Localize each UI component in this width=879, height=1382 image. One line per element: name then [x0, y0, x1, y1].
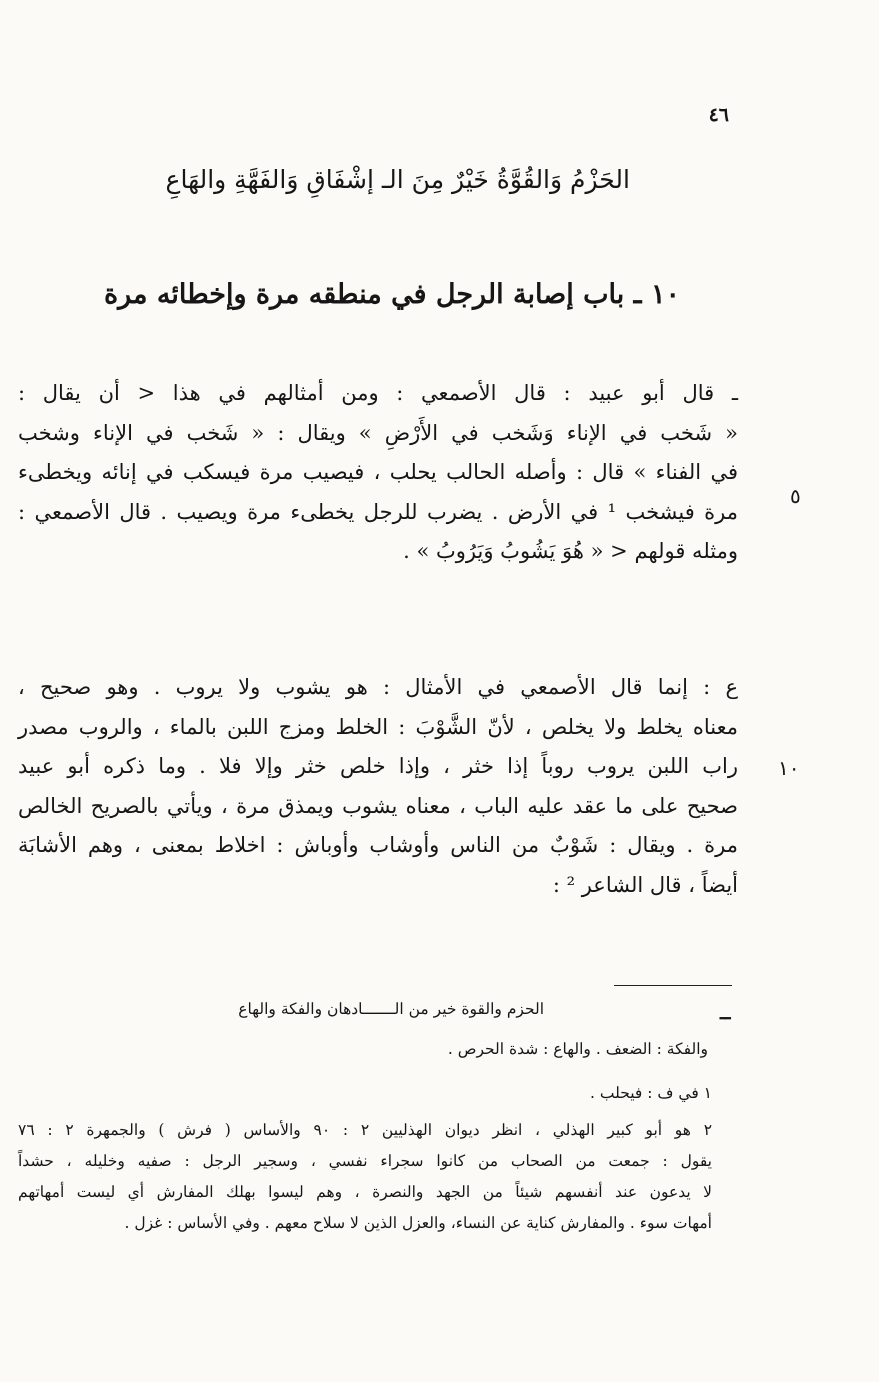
paragraph-line: « شَخب في الإناء وَشَخب في الأَرْضِ » ويقال : « شَخب في الإناء وشخب — [18, 420, 738, 445]
paragraph-line: معناه يخلط ولا يخلص ، لأنّ الشَّوْبَ : الخلط ومزج اللبن بالماء ، والروب مصدر — [18, 714, 738, 739]
footnote-1: ١ في ف : فيحلب . — [590, 1084, 712, 1102]
chapter-title: ١٠ ـ باب إصابة الرجل في منطقه مرة وإخطائه مرة — [103, 279, 680, 310]
margin-line-number: ١٠ — [778, 756, 800, 780]
margin-line-number: ٥ — [790, 484, 801, 508]
footnote-line: يقول : جمعت من الصحاب من كانوا سجراء نفسي ، وسجير الرجل : صفيه وخليله ، حشداً — [18, 1152, 712, 1170]
paragraph-line: أيضاً ، قال الشاعر ² : — [552, 872, 738, 897]
footnote-line: أمهات سوء . والمفارش كناية عن النساء، والعزل الذين لا سلاح معهم . وفي الأساس : غزل . — [124, 1214, 712, 1232]
footnote-line: لا يدعون عند أنفسهم شيئاً من الجهد والنصرة ، وهم ليسوا بهلك المفارش أي ليست أمهاتهم — [18, 1183, 712, 1201]
footnote-separator — [614, 985, 732, 986]
footnote-gloss: والفكة : الضعف . والهاع : شدة الحرص . — [447, 1040, 708, 1058]
paragraph-1 — [18, 374, 738, 572]
paragraph-line: ـ قال أبو عبيد : قال الأصمعي : ومن أمثالهم في هذا < أن يقال : — [18, 381, 738, 405]
footnote-verse-marker: ــ — [720, 1003, 731, 1024]
epigraph-verse: الحَزْمُ وَالقُوَّةُ خَيْرٌ مِنَ الـ إشْفَاقِ وَالفَهَّةِ والهَاعِ — [165, 165, 630, 194]
footnote-verse: الحزم والقوة خير من الـــــــادهان والفكة والهاع — [238, 1000, 544, 1018]
paragraph-line: في الفناء » قال : وأصله الحالب يحلب ، فيصيب مرة فيسكب في إنائه ويخطىء — [18, 460, 738, 484]
paragraph-line: صحيح على ما عقد عليه الباب ، معناه يشوب ويمذق مرة ، ويأتي بالصريح الخالص — [18, 793, 738, 818]
page-number: ٤٦ — [708, 104, 729, 126]
paragraph-2 — [18, 668, 738, 905]
footnote-line: ٢ هو أبو كبير الهذلي ، انظر ديوان الهذليين ٢ : ٩٠ والأساس ( فرش ) والجمهرة ٢ : ٧٦ — [18, 1121, 713, 1139]
footnote-2 — [18, 1115, 712, 1239]
paragraph-line: ع : إنما قال الأصمعي في الأمثال : هو يشوب ولا يروب . وهو صحيح ، — [18, 675, 738, 699]
paragraph-line: ومثله قولهم < « هُوَ يَشُوبُ وَيَرُوبُ » . — [403, 539, 738, 563]
paragraph-line: مرة فيشخب ¹ في الأرض . يضرب للرجل يخطىء مرة ويصيب . قال الأصمعي : — [18, 499, 738, 524]
paragraph-line: راب اللبن يروب روباً إذا خثر ، وإذا خلص خثر وإلا فلا . وما ذكره أبو عبيد — [18, 754, 738, 778]
paragraph-line: مرة . ويقال : شَوْبٌ من الناس وأوشاب وأوباش : اخلاط بمعنى ، وهم الأشابَة — [18, 833, 738, 857]
